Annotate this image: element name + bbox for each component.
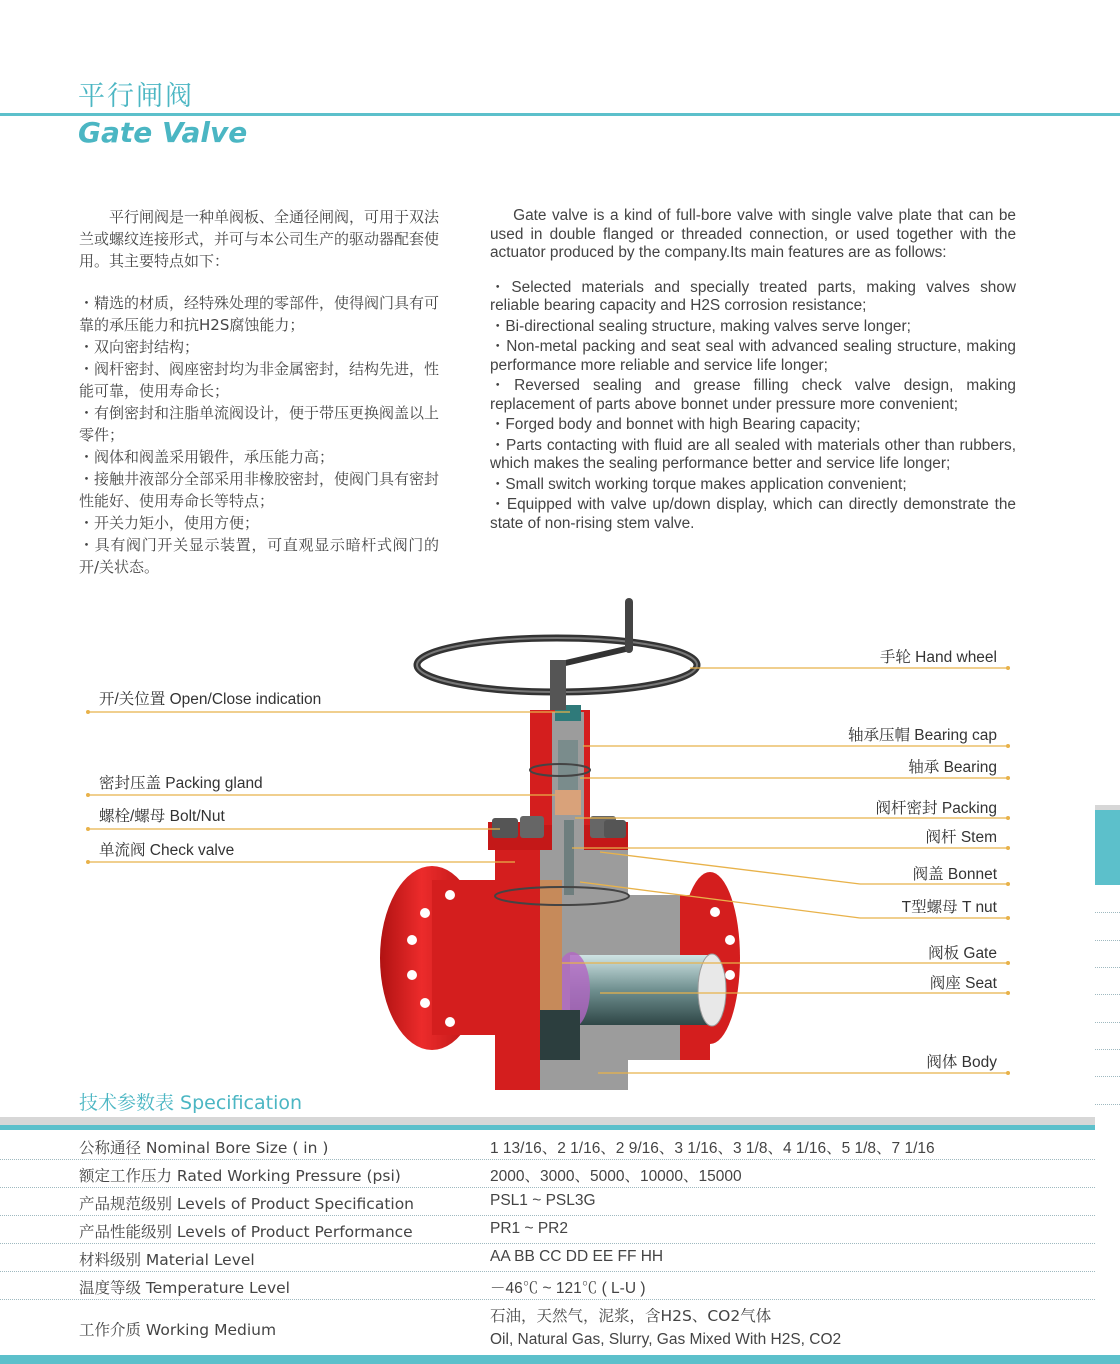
label-t-nut: T型螺母 T nut <box>901 899 997 916</box>
spec-label: 工作介质 Working Medium <box>79 1321 277 1339</box>
table-row <box>0 1272 1095 1300</box>
feature-en-6: ・Parts contacting with fluid are all sealed with materials other than rubbers, which makes the sealing performance better and service life longer; <box>490 436 1016 472</box>
spec-label: 温度等级 Temperature Level <box>79 1279 290 1297</box>
gate-valve-diagram <box>0 590 1120 1100</box>
label-hand-wheel: 手轮 Hand wheel <box>879 649 997 666</box>
spec-bar-gray <box>0 1117 1095 1125</box>
label-seat: 阀座 Seat <box>929 975 997 992</box>
feature-en-3: ・Non-metal packing and seat seal with advanced sealing structure, making performance more reliable and service life longer; <box>490 338 1016 374</box>
label-packing: 阀杆密封 Packing <box>875 800 997 817</box>
spec-value: AA BB CC DD EE FF HH <box>490 1248 664 1265</box>
table-row <box>0 1132 1095 1160</box>
side-divider <box>1095 1104 1120 1105</box>
spec-label: 公称通径 Nominal Bore Size ( in ) <box>79 1139 329 1157</box>
side-divider <box>1095 1076 1120 1077</box>
label-check-valve: 单流阀 Check valve <box>99 842 235 859</box>
feature-en-5: ・Forged body and bonnet with high Bearing capacity; <box>490 416 861 433</box>
spec-value: PSL1 ~ PSL3G <box>490 1192 596 1209</box>
feature-en-2: ・Bi-directional sealing structure, making valves serve longer; <box>490 317 911 335</box>
feature-cn-5: ・阀体和阀盖采用锻件，承压能力高； <box>79 448 335 466</box>
feature-en-4: ・Reversed sealing and grease filling check valve design, making replacement of parts above bonnet under pressure more convenient; <box>490 377 1016 413</box>
spec-value: PR1 ~ PR2 <box>490 1220 568 1237</box>
label-bearing-cap: 轴承压帽 Bearing cap <box>847 727 997 744</box>
spec-value-cn: 石油，天然气，泥浆，含H2S、CO2气体 <box>490 1307 772 1325</box>
side-divider <box>1095 912 1120 913</box>
page-title-cn: 平行闸阀 <box>78 81 194 112</box>
label-body: 阀体 Body <box>926 1054 997 1071</box>
side-divider <box>1095 994 1120 995</box>
intro-cn: 平行闸阀是一种单阀板、全通径闸阀，可用于双法兰或螺纹连接形式，并可与本公司生产的驱动器配套使用。其主要特点如下： <box>79 208 440 270</box>
description-en <box>490 207 1016 535</box>
feature-en-7: ・Small switch working torque makes application convenient; <box>490 475 907 493</box>
spec-label: 产品性能级别 Levels of Product Performance <box>79 1223 413 1241</box>
hand-wheel-icon <box>417 598 697 710</box>
table-row-medium <box>0 1300 1095 1355</box>
label-bearing: 轴承 Bearing <box>908 759 997 776</box>
side-divider <box>1095 1022 1120 1023</box>
label-stem: 阀杆 Stem <box>925 829 997 846</box>
table-row <box>0 1216 1095 1244</box>
feature-en-8: ・Equipped with valve up/down display, which can directly demonstrate the state of non-rising stem valve. <box>490 496 1016 532</box>
feature-cn-7: ・开关力矩小，使用方便； <box>79 514 260 532</box>
spec-table <box>0 1132 1095 1355</box>
spec-label: 额定工作压力 Rated Working Pressure (psi) <box>79 1167 401 1185</box>
feature-cn-6: ・接触井液部分全部采用非橡胶密封，使阀门具有密封性能好、使用寿命长等特点； <box>79 470 440 510</box>
side-tab <box>1095 810 1120 885</box>
side-divider <box>1095 940 1120 941</box>
page-title-en: Gate Valve <box>78 116 248 149</box>
footer-bar <box>0 1355 1120 1364</box>
label-bolt-nut: 螺栓/螺母 Bolt/Nut <box>99 808 225 825</box>
spec-title: 技术参数表 Specification <box>79 1092 303 1114</box>
label-open-close-indication: 开/关位置 Open/Close indication <box>99 691 322 708</box>
label-packing-gland: 密封压盖 Packing gland <box>99 775 263 792</box>
table-row <box>0 1188 1095 1216</box>
feature-cn-3: ・阀杆密封、阀座密封均为非金属密封，结构先进，性能可靠，使用寿命长； <box>79 360 440 400</box>
table-row <box>0 1160 1095 1188</box>
side-divider <box>1095 967 1120 968</box>
stem-icon <box>564 820 574 895</box>
feature-cn-1: ・精选的材质，经特殊处理的零部件，使得阀门具有可靠的承压能力和抗H2S腐蚀能力； <box>79 294 440 334</box>
label-gate: 阀板 Gate <box>928 945 997 962</box>
left-flange-icon <box>380 866 502 1050</box>
description-cn <box>79 206 439 578</box>
feature-cn-2: ・双向密封结构； <box>79 338 200 356</box>
spec-value-en: Oil, Natural Gas, Slurry, Gas Mixed With H2S, CO2 <box>490 1331 842 1348</box>
spec-value: 2000、3000、5000、10000、15000 <box>490 1168 742 1185</box>
feature-cn-4: ・有倒密封和注脂单流阀设计，便于带压更换阀盖以上零件； <box>79 404 440 444</box>
label-bonnet: 阀盖 Bonnet <box>912 866 997 883</box>
table-row <box>0 1244 1095 1272</box>
spec-value: 1 13/16、2 1/16、2 9/16、3 1/16、3 1/8、4 1/16、5 1/8、7 1/16 <box>490 1140 935 1157</box>
side-divider <box>1095 1049 1120 1050</box>
seat-block-icon <box>540 1010 580 1060</box>
intro-en: Gate valve is a kind of full-bore valve with single valve plate that can be used in double flanged or threaded connection, or used together with the actuator produced by the company.Its main features are as follows: <box>490 207 1016 261</box>
spec-label: 材料级别 Material Level <box>79 1251 255 1269</box>
feature-cn-8: ・具有阀门开关显示装置，可直观显示暗杆式阀门的开/关状态。 <box>79 536 439 576</box>
spec-label: 产品规范级别 Levels of Product Specification <box>79 1195 415 1213</box>
spec-value: －46℃ ~ 121℃ ( L-U ) <box>490 1280 646 1297</box>
spec-bar-teal <box>0 1125 1095 1130</box>
feature-en-1: ・Selected materials and specially treated parts, making valves show reliable bearing capacity and H2S corrosion resistance; <box>490 278 1016 314</box>
